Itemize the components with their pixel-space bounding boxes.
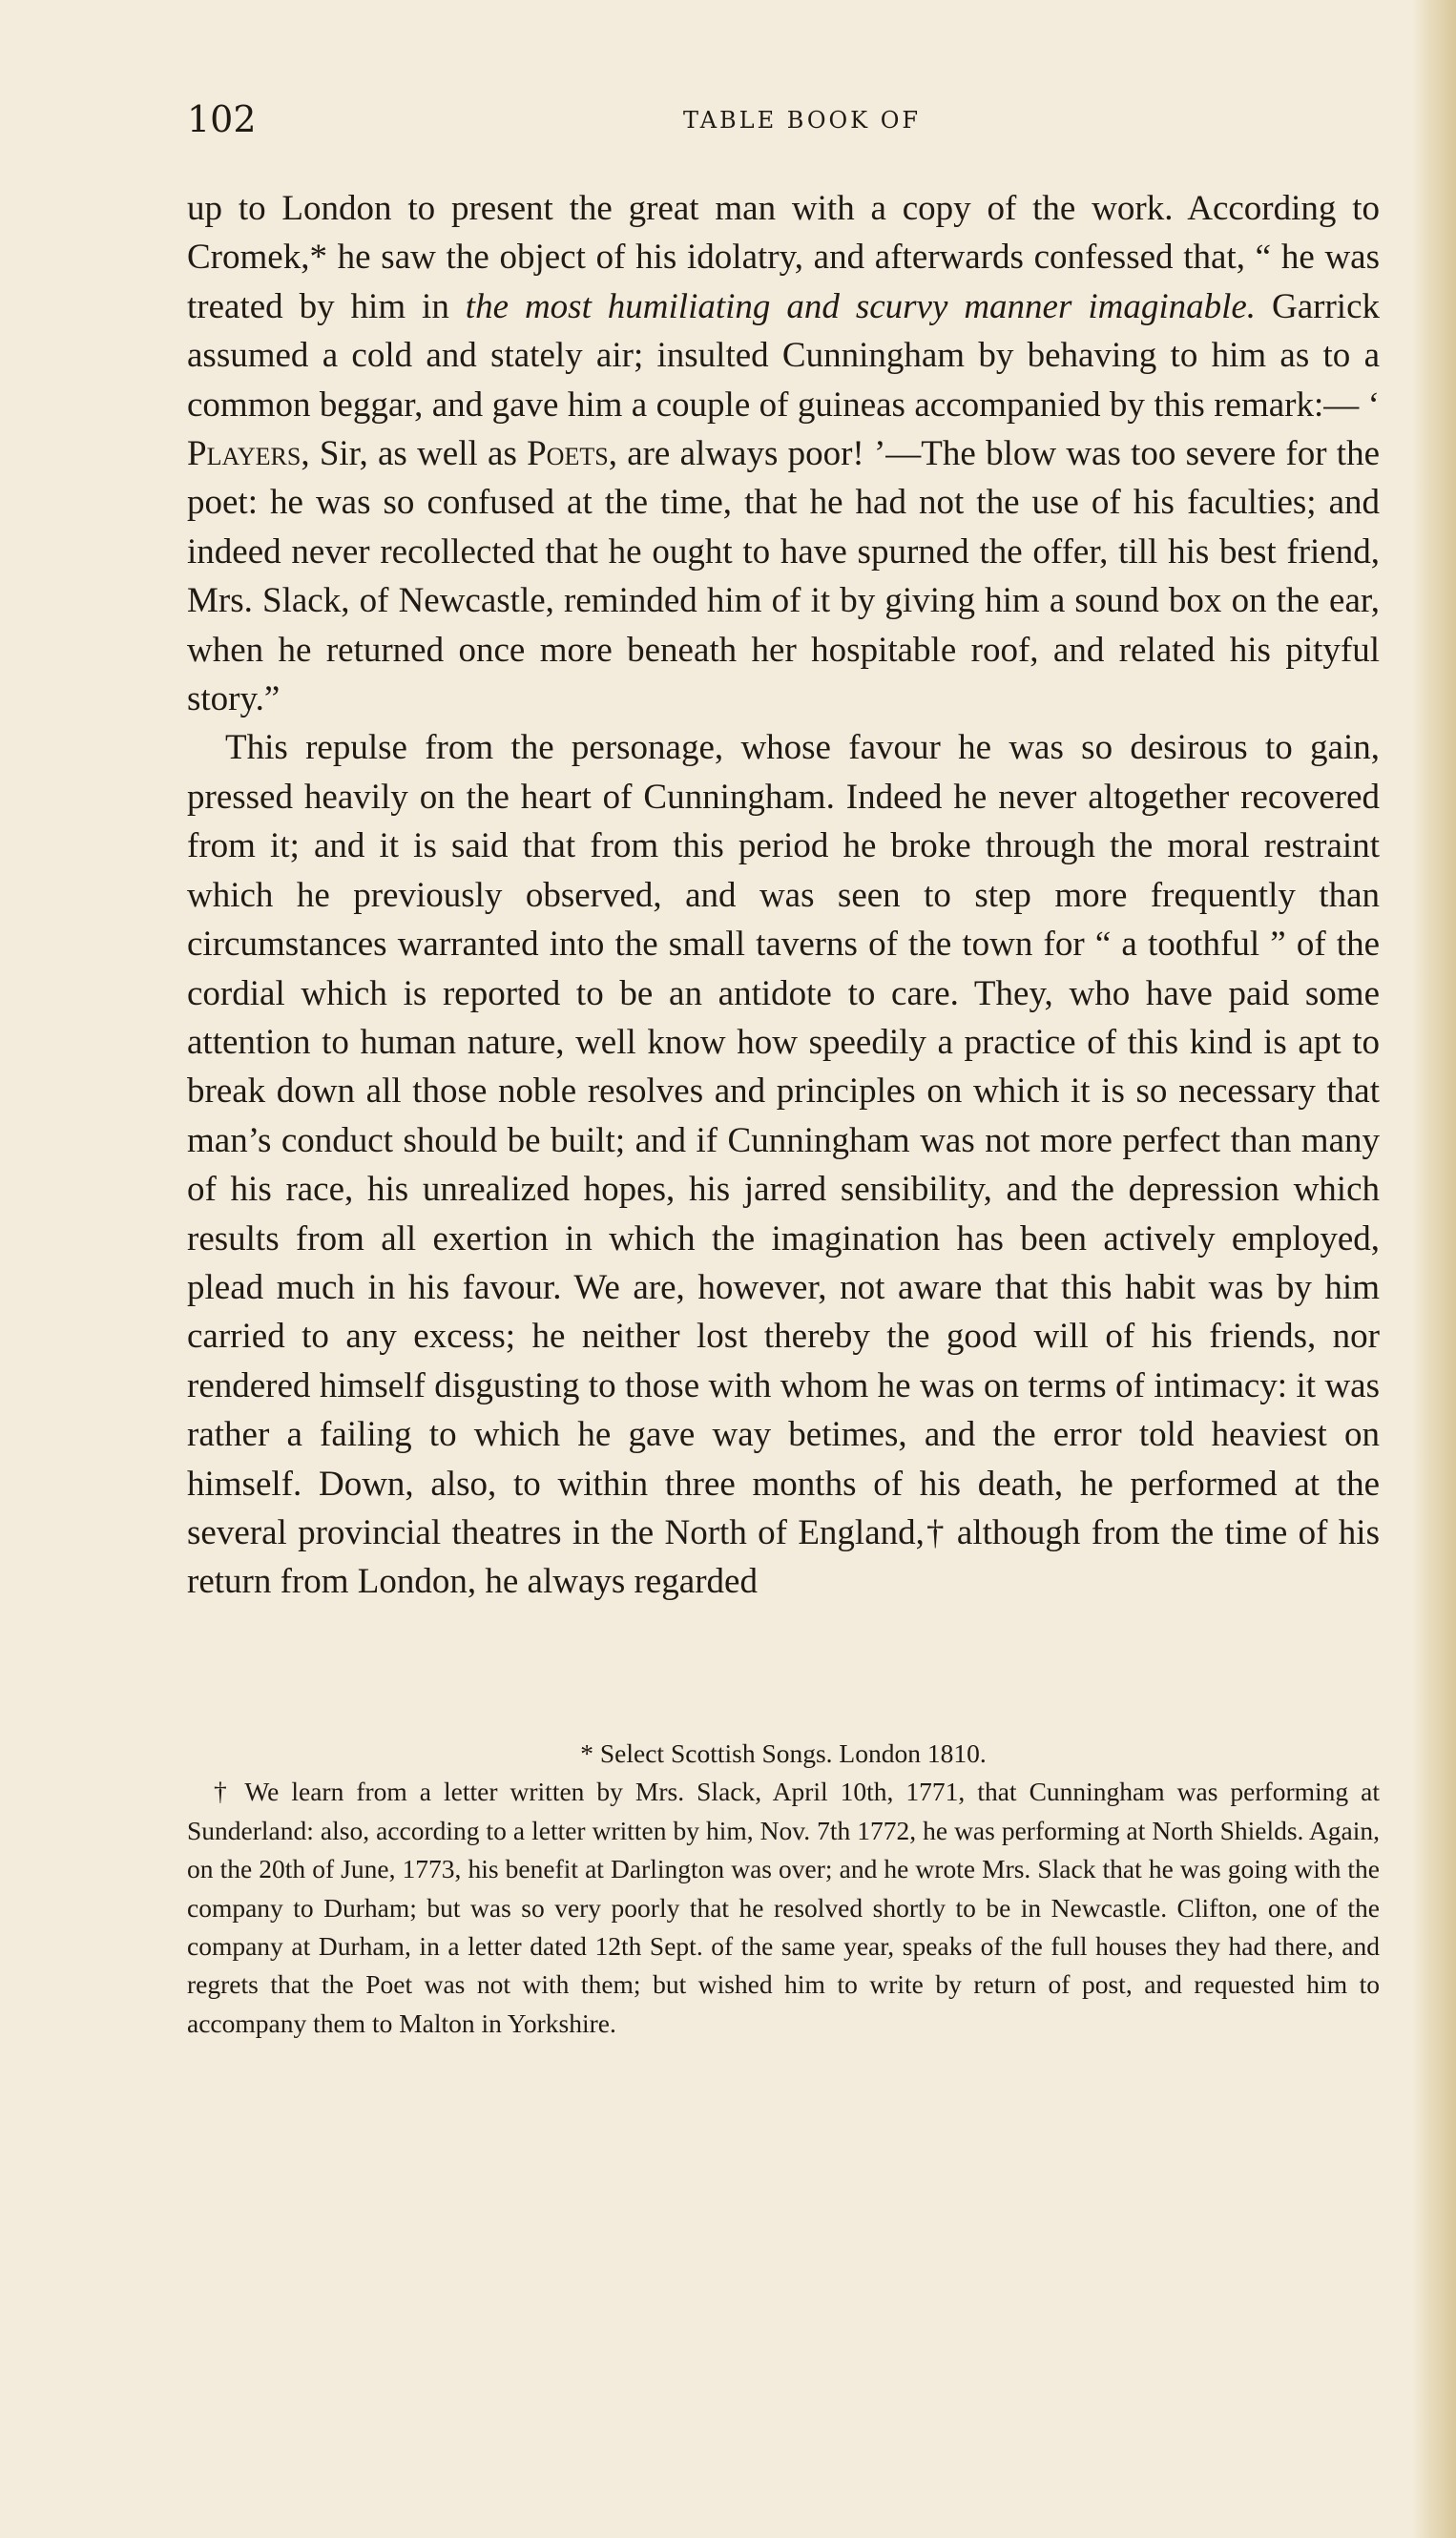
poets-smallcaps: Poets [527,434,609,474]
players-smallcaps: Players [187,434,302,474]
paragraph-1-italic: the most humiliating and scurvy manner imaginable. [465,286,1257,326]
paragraph-2: This repulse from the personage, whose favour he was so desirous to gain, pressed heavily on the heart of Cunningham. Indeed he never altogether recovered from it; and it is said that from this period he broke through the moral restraint which he previously observed, and was seen to step more frequently than circumstances warranted into the small taverns of the town for “ a toothful ” of the cordial which is reported to be an antidote to care. They, who have paid some attention to human nature, well know how speedily a practice of this kind is apt to break down all those noble resolves and principles on which it is so necessary that man’s conduct should be built; and if Cunningham was not more perfect than many of his race, his unrealized hopes, his jarred sensibility, and the depression which results from all exertion in which the imagination has been actively employed, plead much in his favour. We are, however, not aware that this habit was by him carried to any excess; he neither lost thereby the good will of his friends, nor rendered himself disgusting to those with whom he was on terms of intimacy: it was rather a failing to which he gave way betimes, and the error told heaviest on himself. Down, also, to within three months of his death, he performed at the several provincial theatres in the North of England,† although from the time of his return from London, he always regarded [187,728,1380,1602]
footnote-1: * Select Scottish Songs. London 1810. [580,1738,987,1768]
paragraph-1-part-d: , are always poor! ’—The blow was too severe for the poet: he was so confused at the time, that he had not the use of his faculties; and indeed never recollected that he ought to have spurned the offer, till his best friend, Mrs. Slack, of Newcastle, reminded him of it by giving him a sound box on the ear, when he returned once more beneath her hospitable roof, and related his pityful story.” [187,434,1380,719]
paragraph-1-part-b: Garrick assumed a cold and stately air; insulted Cunningham by behaving to him as to a common beggar, and gave him a couple of guineas accompanied by this remark:— ‘ [187,286,1380,425]
page-number: 102 [187,98,257,140]
footnote-2: † We learn from a letter written by Mrs. Slack, April 10th, 1771, that Cunningham was performing at Sunderland: also, according to a letter written by him, Nov. 7th 1772, he was performing at North Shields. Again, on the 20th of June, 1773, his benefit at Darlington was over; and he wrote Mrs. Slack that he was going with the company to Durham; but was so very poorly that he resolved shortly to be in Newcastle. Clifton, one of the company at Durham, in a letter dated 12th Sept. of the same year, speaks of the full houses they had there, and regrets that the Poet was not with them; but wished him to write by return of post, and requested him to accompany them to Malton in Yorkshire. [187,1777,1380,2038]
paragraph-1-part-c: , Sir, as well as [301,434,528,474]
running-head: TABLE BOOK OF [683,107,922,134]
page-header [187,100,1380,138]
paragraph-1-part-a: up to London to present the great man with a copy of the work. According to Cromek,* he saw the object of his idolatry, and afterwards confessed that, “ he was treated by him in [187,189,1380,326]
main-text [187,184,1380,1607]
page-edge-shadow [1412,0,1456,2538]
footnotes [187,1735,1380,2043]
paragraph-1 [187,184,1380,723]
